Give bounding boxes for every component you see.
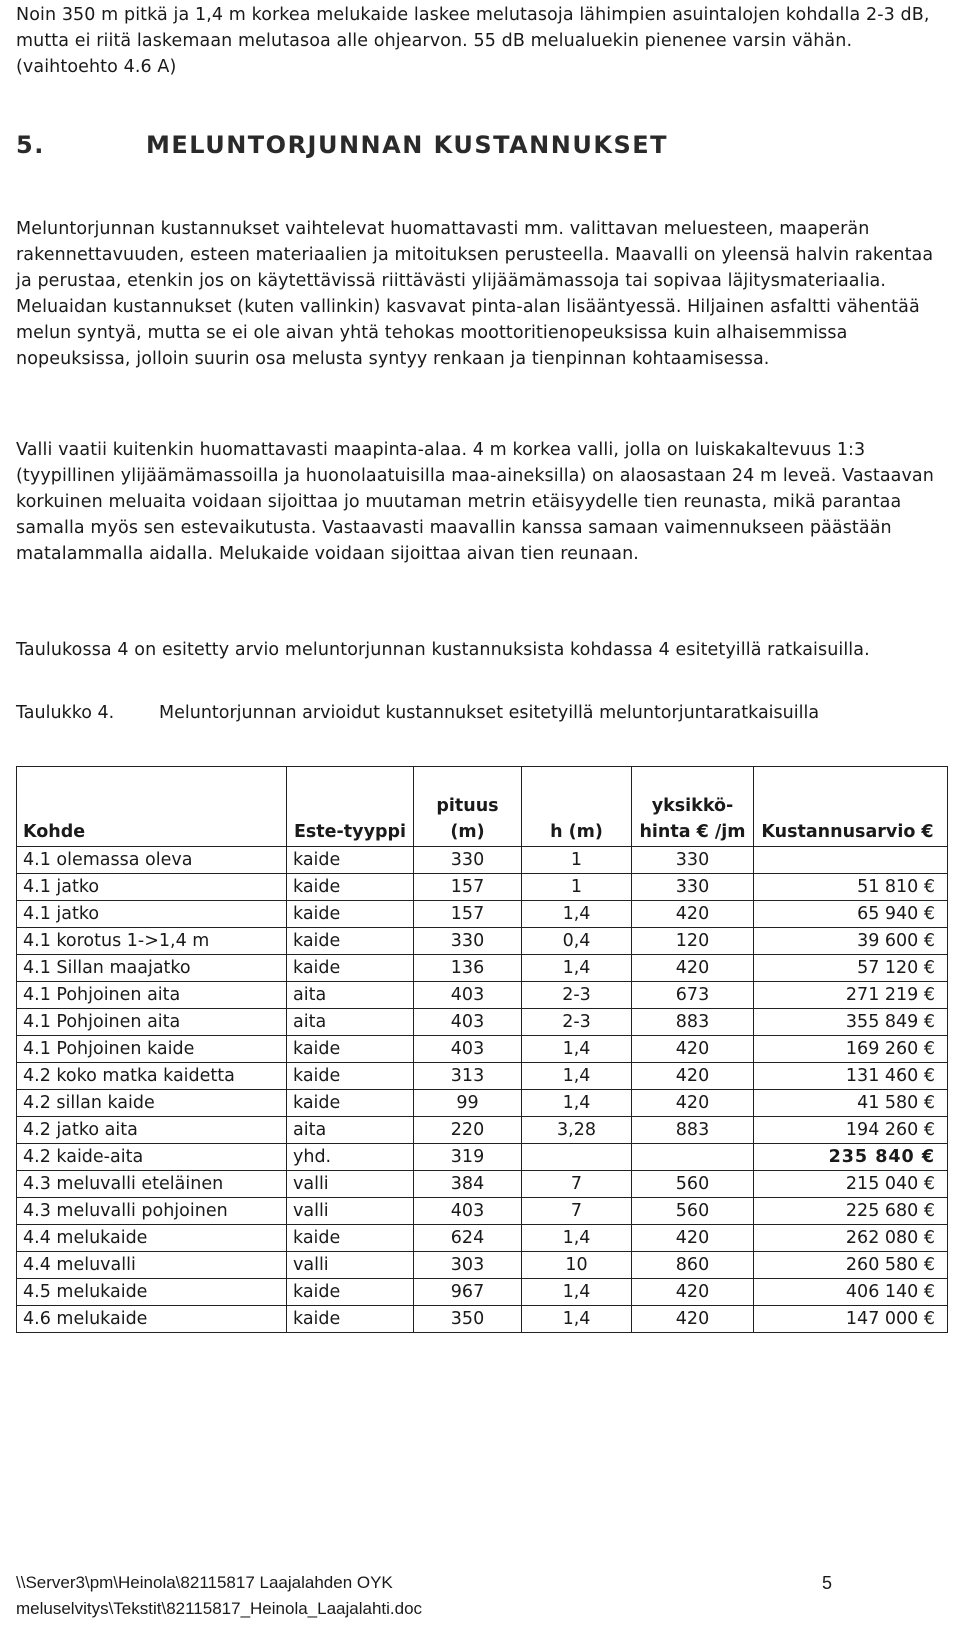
body-paragraph-2: Valli vaatii kuitenkin huomattavasti maapinta-alaa. 4 m korkea valli, jolla on luiskakaltevuus 1:3 (tyypillinen ylijäämämassoilla ja huonolaatuisilla maa-aineksilla) on alaosastaan 24 m leveä. Vastaavan korkuinen meluaita voidaan sijoittaa jo muutaman metrin etäisyydelle tien reunasta, mikä parantaa samalla myös sen estevaikutusta. Vastaavasti maavallin kanssa samaan vaimennukseen päästään matalammalla aidalla. Melukaide voidaan sijoittaa aivan tien reunaan. [16, 440, 934, 564]
cell-estetyyppi: aita [287, 982, 414, 1009]
cell-pituus: 403 [414, 1198, 522, 1225]
table-row [17, 874, 948, 901]
cell-kohde: 4.3 meluvalli eteläinen [17, 1171, 287, 1198]
cell-h: 7 [522, 1198, 632, 1225]
cell-kohde: 4.2 sillan kaide [17, 1090, 287, 1117]
cell-kustannusarvio: 260 580 € [754, 1252, 948, 1279]
cell-estetyyppi: kaide [287, 955, 414, 982]
cell-yksikkohinta: 673 [632, 982, 754, 1009]
cell-pituus: 624 [414, 1225, 522, 1252]
table-row [17, 1198, 948, 1225]
cell-estetyyppi: kaide [287, 1225, 414, 1252]
cell-estetyyppi: kaide [287, 874, 414, 901]
table-row [17, 1036, 948, 1063]
cell-kustannusarvio: 51 810 € [754, 874, 948, 901]
cell-kustannusarvio: 147 000 € [754, 1306, 948, 1333]
cell-pituus: 157 [414, 901, 522, 928]
cell-kohde: 4.5 melukaide [17, 1279, 287, 1306]
table-row [17, 1090, 948, 1117]
cell-kustannusarvio: 57 120 € [754, 955, 948, 982]
cell-estetyyppi: yhd. [287, 1144, 414, 1171]
table-row [17, 901, 948, 928]
cell-yksikkohinta: 330 [632, 874, 754, 901]
cell-estetyyppi: valli [287, 1198, 414, 1225]
cell-pituus: 313 [414, 1063, 522, 1090]
table-caption [16, 700, 944, 726]
cell-yksikkohinta: 420 [632, 1090, 754, 1117]
table-row [17, 928, 948, 955]
table-row [17, 1306, 948, 1333]
cell-pituus: 319 [414, 1144, 522, 1171]
cell-yksikkohinta: 420 [632, 1063, 754, 1090]
cell-yksikkohinta: 860 [632, 1252, 754, 1279]
cell-estetyyppi: aita [287, 1117, 414, 1144]
table-row [17, 1252, 948, 1279]
cell-yksikkohinta: 330 [632, 847, 754, 874]
cell-h: 3,28 [522, 1117, 632, 1144]
cell-yksikkohinta: 883 [632, 1009, 754, 1036]
table-row [17, 1063, 948, 1090]
cell-yksikkohinta: 560 [632, 1198, 754, 1225]
cell-h: 10 [522, 1252, 632, 1279]
cell-pituus: 403 [414, 982, 522, 1009]
cell-pituus: 99 [414, 1090, 522, 1117]
cell-kohde: 4.1 Pohjoinen aita [17, 1009, 287, 1036]
cell-h: 1,4 [522, 1225, 632, 1252]
cell-yksikkohinta: 120 [632, 928, 754, 955]
body-paragraph-3: Taulukossa 4 on esitetty arvio meluntorjunnan kustannuksista kohdassa 4 esitetyillä ratkaisuilla. [16, 640, 870, 660]
cell-yksikkohinta: 420 [632, 1225, 754, 1252]
cell-kohde: 4.1 jatko [17, 874, 287, 901]
cell-kohde: 4.2 jatko aita [17, 1117, 287, 1144]
cell-kustannusarvio: 271 219 € [754, 982, 948, 1009]
cell-kustannusarvio: 355 849 € [754, 1009, 948, 1036]
cell-kohde: 4.1 jatko [17, 901, 287, 928]
cell-yksikkohinta: 420 [632, 901, 754, 928]
cell-pituus: 967 [414, 1279, 522, 1306]
cell-kustannusarvio: 131 460 € [754, 1063, 948, 1090]
table-row [17, 1225, 948, 1252]
cell-kohde: 4.3 meluvalli pohjoinen [17, 1198, 287, 1225]
body-paragraph-1: Meluntorjunnan kustannukset vaihtelevat huomattavasti mm. valittavan meluesteen, maaperän rakennettavuuden, esteen materiaalien ja mitoituksen perusteella. Maavalli on yleensä halvin rakentaa ja perustaa, etenkin jos on käytettävissä riittävästi ylijäämämassoja tai sopivaa läjitysmateriaalia. Meluaidan kustannukset (kuten vallinkin) kasvavat pinta-alan lisääntyessä. Hiljainen asfaltti vähentää melun syntyä, mutta se ei ole aivan yhtä tehokas moottoritienopeuksissa kuin alhaisemmissa nopeuksissa, jolloin suurin osa melusta syntyy renkaan ja tienpinnan kohtaamisessa. [16, 219, 934, 369]
cell-estetyyppi: kaide [287, 1063, 414, 1090]
header-estetyyppi: Este-tyyppi [287, 767, 414, 847]
cell-estetyyppi: kaide [287, 1036, 414, 1063]
cell-h: 1,4 [522, 1063, 632, 1090]
cell-h: 1,4 [522, 955, 632, 982]
cell-estetyyppi: kaide [287, 1279, 414, 1306]
page-footer [16, 1570, 944, 1622]
cell-pituus: 157 [414, 874, 522, 901]
cell-estetyyppi: valli [287, 1171, 414, 1198]
cell-h: 1,4 [522, 1090, 632, 1117]
header-kustannusarvio: Kustannusarvio € [754, 767, 948, 847]
cell-estetyyppi: kaide [287, 847, 414, 874]
footer-path-line-2: meluselvitys\Tekstit\82115817_Heinola_Laajalahti.doc [16, 1599, 423, 1618]
table-row [17, 847, 948, 874]
cell-h: 1,4 [522, 901, 632, 928]
cell-pituus: 220 [414, 1117, 522, 1144]
cell-estetyyppi: kaide [287, 1090, 414, 1117]
cell-pituus: 384 [414, 1171, 522, 1198]
cell-yksikkohinta: 883 [632, 1117, 754, 1144]
table-row [17, 1144, 948, 1171]
cell-kohde: 4.4 meluvalli [17, 1252, 287, 1279]
section-title: MELUNTORJUNNAN KUSTANNUKSET [146, 131, 668, 159]
cell-pituus: 330 [414, 928, 522, 955]
cell-kustannusarvio: 225 680 € [754, 1198, 948, 1225]
cell-kustannusarvio: 215 040 € [754, 1171, 948, 1198]
table-row [17, 1171, 948, 1198]
cell-kustannusarvio: 41 580 € [754, 1090, 948, 1117]
cell-pituus: 136 [414, 955, 522, 982]
cell-yksikkohinta: 420 [632, 1036, 754, 1063]
cell-yksikkohinta: 560 [632, 1171, 754, 1198]
table-row [17, 1117, 948, 1144]
cell-kustannusarvio: 65 940 € [754, 901, 948, 928]
cell-kohde: 4.1 korotus 1->1,4 m [17, 928, 287, 955]
cell-yksikkohinta: 420 [632, 955, 754, 982]
table-caption-label: Taulukko 4. [16, 703, 115, 723]
table-caption-text: Meluntorjunnan arvioidut kustannukset esitetyillä meluntorjuntaratkaisuilla [159, 703, 820, 723]
section-number: 5. [16, 131, 45, 159]
header-h: h (m) [522, 767, 632, 847]
table-body [17, 847, 948, 1333]
table-row [17, 982, 948, 1009]
cell-kohde: 4.1 olemassa oleva [17, 847, 287, 874]
cell-pituus: 403 [414, 1009, 522, 1036]
cell-kustannusarvio: 39 600 € [754, 928, 948, 955]
cell-h: 1,4 [522, 1279, 632, 1306]
cost-table [16, 766, 948, 1333]
header-yksikkohinta: yksikkö-hinta € /jm [632, 767, 754, 847]
table-row [17, 1279, 948, 1306]
cell-pituus: 350 [414, 1306, 522, 1333]
cell-kustannusarvio: 194 260 € [754, 1117, 948, 1144]
cell-pituus: 403 [414, 1036, 522, 1063]
cell-yksikkohinta: 420 [632, 1306, 754, 1333]
cell-yksikkohinta: 420 [632, 1279, 754, 1306]
cell-kohde: 4.4 melukaide [17, 1225, 287, 1252]
section-heading [16, 131, 668, 159]
cell-estetyyppi: aita [287, 1009, 414, 1036]
cell-h: 7 [522, 1171, 632, 1198]
cell-kustannusarvio: 169 260 € [754, 1036, 948, 1063]
cell-estetyyppi: kaide [287, 928, 414, 955]
cell-kohde: 4.2 kaide-aita [17, 1144, 287, 1171]
cell-kohde: 4.2 koko matka kaidetta [17, 1063, 287, 1090]
cell-kohde: 4.6 melukaide [17, 1306, 287, 1333]
cell-estetyyppi: valli [287, 1252, 414, 1279]
cell-kustannusarvio: 406 140 € [754, 1279, 948, 1306]
cell-h: 2-3 [522, 982, 632, 1009]
cell-h: 1 [522, 874, 632, 901]
cell-kustannusarvio: 262 080 € [754, 1225, 948, 1252]
cell-h: 1,4 [522, 1036, 632, 1063]
header-kohde: Kohde [17, 767, 287, 847]
cell-yksikkohinta [632, 1144, 754, 1171]
cell-h: 0,4 [522, 928, 632, 955]
cell-h: 2-3 [522, 1009, 632, 1036]
cell-h: 1,4 [522, 1306, 632, 1333]
cell-estetyyppi: kaide [287, 1306, 414, 1333]
header-pituus: pituus (m) [414, 767, 522, 847]
cell-pituus: 330 [414, 847, 522, 874]
cell-estetyyppi: kaide [287, 901, 414, 928]
intro-paragraph: Noin 350 m pitkä ja 1,4 m korkea melukaide laskee melutasoja lähimpien asuintalojen kohdalla 2-3 dB, mutta ei riitä laskemaan melutasoa alle ohjearvon. 55 dB melualuekin pienenee varsin vähän. (vaihtoehto 4.6 A) [16, 5, 930, 77]
cell-pituus: 303 [414, 1252, 522, 1279]
table-header-row [17, 767, 948, 847]
table-row [17, 1009, 948, 1036]
cell-kustannusarvio [754, 847, 948, 874]
cell-kohde: 4.1 Sillan maajatko [17, 955, 287, 982]
cell-h [522, 1144, 632, 1171]
cell-h: 1 [522, 847, 632, 874]
table-row [17, 955, 948, 982]
cell-kustannusarvio: 235 840 € [754, 1144, 948, 1171]
cell-kohde: 4.1 Pohjoinen kaide [17, 1036, 287, 1063]
page-number: 5 [821, 1573, 832, 1593]
cell-kohde: 4.1 Pohjoinen aita [17, 982, 287, 1009]
footer-path-line-1: \\Server3\pm\Heinola\82115817 Laajalahden OYK [16, 1573, 393, 1592]
